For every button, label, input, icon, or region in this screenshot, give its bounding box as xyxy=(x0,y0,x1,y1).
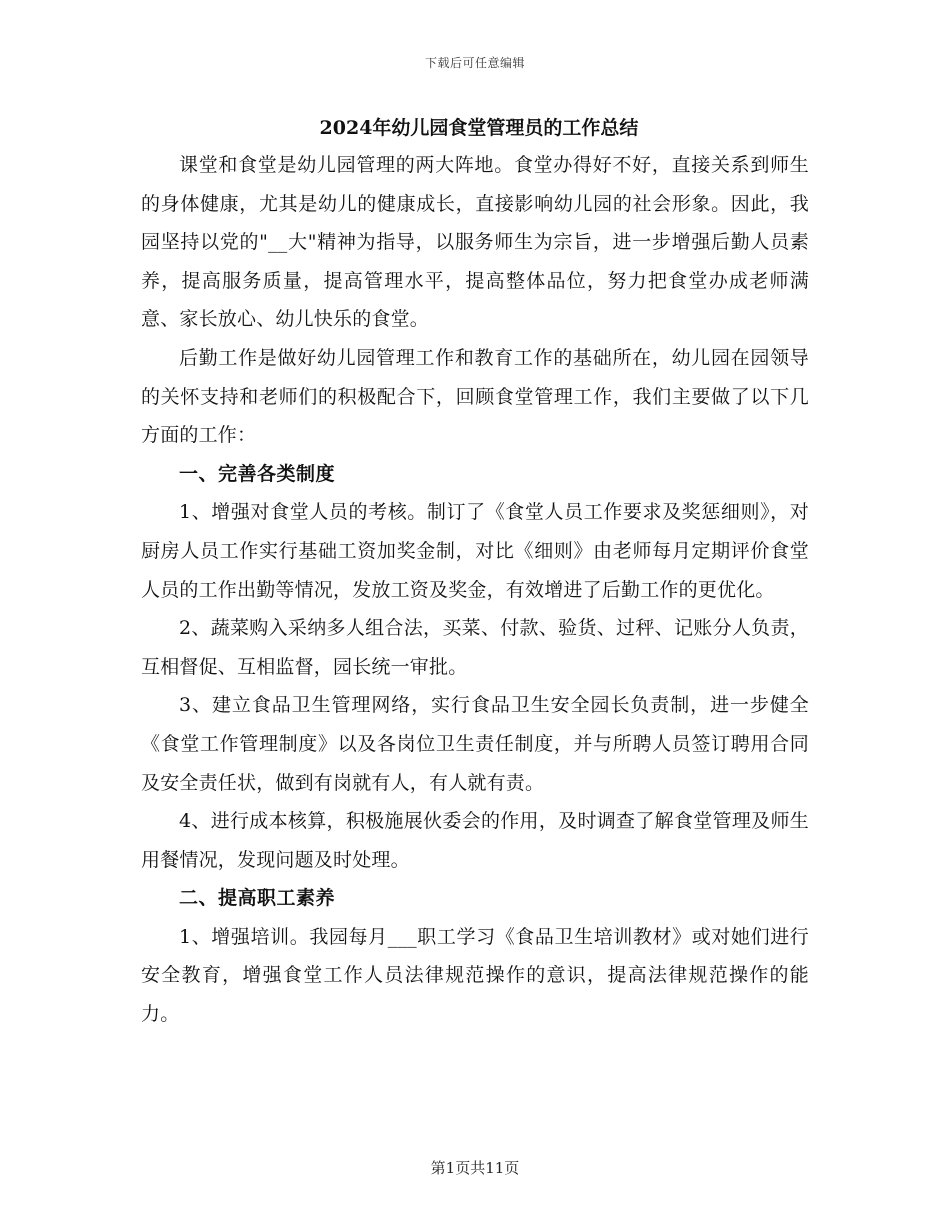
section-heading-1: 一、完善各类制度 xyxy=(179,462,336,485)
paragraph-item-1-4: 4、进行成本核算，积极施展伙委会的作用，及时调查了解食堂管理及师生用餐情况，发现问题及时处理。 xyxy=(141,810,809,871)
paragraph-item-1-3: 3、建立食品卫生管理网络，实行食品卫生安全园长负责制，进一步健全《食堂工作管理制度》以及各岗位卫生责任制度，并与所聘人员签订聘用合同及安全责任状，做到有岗就有人，有人就有责。 xyxy=(141,694,809,794)
document-body xyxy=(141,114,809,1034)
paragraph-intro: 课堂和食堂是幼儿园管理的两大阵地。食堂办得好不好，直接关系到师生的身体健康，尤其是幼儿的健康成长，直接影响幼儿园的社会形象。因此，我园坚持以党的"__大"精神为指导，以服务师生为宗旨，进一步增强后勤人员素养，提高服务质量，提高管理水平，提高整体品位，努力把食堂办成老师满意、家长放心、幼儿快乐的食堂。 xyxy=(141,154,809,331)
document-title: 2024年幼儿园食堂管理员的工作总结 xyxy=(319,117,639,139)
download-note: 下载后可任意编辑 xyxy=(424,56,525,70)
paragraph-item-1-2: 2、蔬菜购入采纳多人组合法，买菜、付款、验货、过秤、记账分人负责，互相督促、互相监督，园长统一审批。 xyxy=(141,617,809,678)
paragraph-item-2-1: 1、增强培训。我园每月___职工学习《食品卫生培训教材》或对她们进行安全教育，增强食堂工作人员法律规范操作的意识，提高法律规范操作的能力。 xyxy=(141,925,809,1026)
paragraph-item-1-1: 1、增强对食堂人员的考核。制订了《食堂人员工作要求及奖惩细则》，对厨房人员工作实行基础工资加奖金制，对比《细则》由老师每月定期评价食堂人员的工作出勤等情况，发放工资及奖金，有效增进了后勤工作的更优化。 xyxy=(141,501,809,601)
paragraph-logistics: 后勤工作是做好幼儿园管理工作和教育工作的基础所在，幼儿园在园领导的关怀支持和老师们的积极配合下，回顾食堂管理工作，我们主要做了以下几方面的工作： xyxy=(141,346,809,447)
page-number: 第1页共11页 xyxy=(430,1159,520,1177)
section-heading-2: 二、提高职工素养 xyxy=(179,887,336,910)
